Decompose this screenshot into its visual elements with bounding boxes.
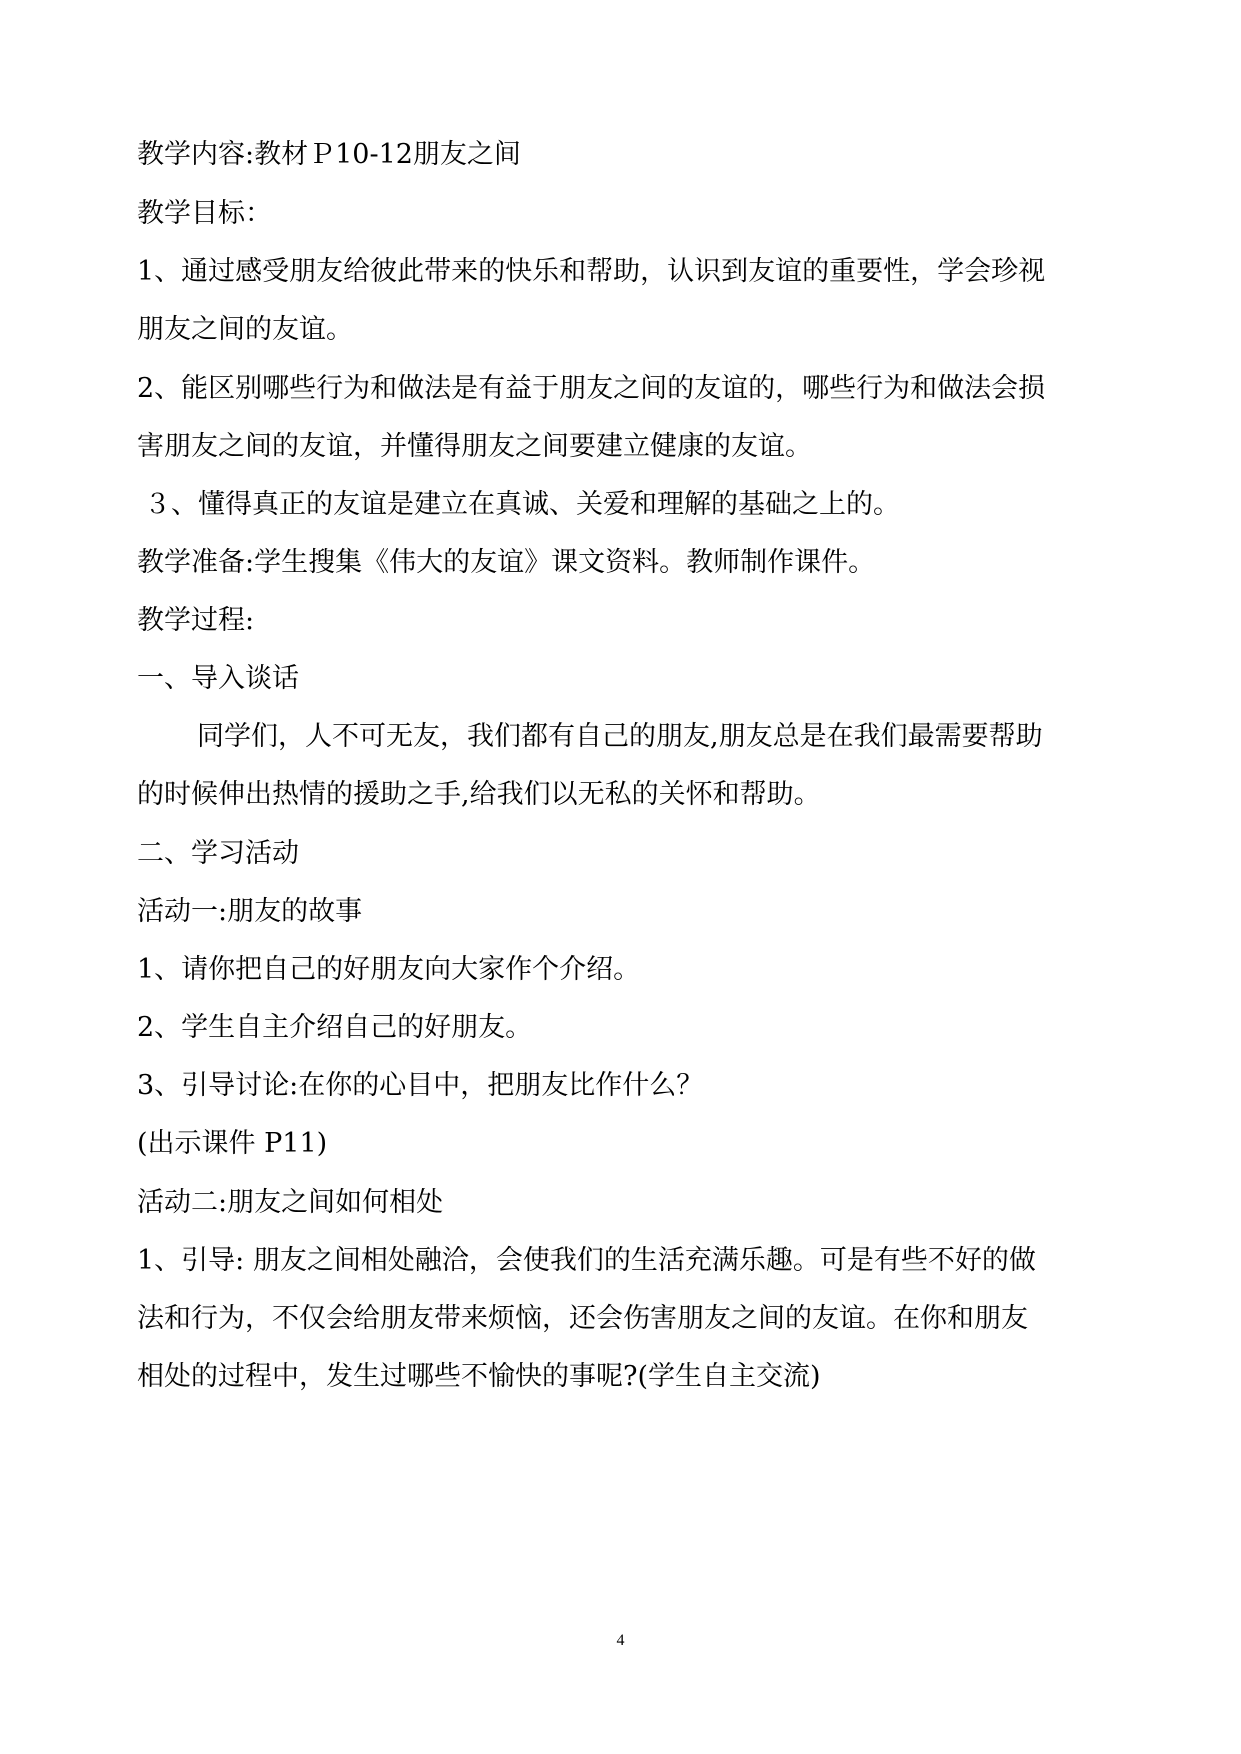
goal-1-line-2: 朋友之间的友谊。 <box>137 314 353 345</box>
page-number: 4 <box>616 1632 625 1649</box>
teaching-goals-heading: 教学目标： <box>137 198 272 229</box>
activity-2-step-1-line-1: 1、引导: 朋友之间相处融洽，会使我们的生活充满乐趣。可是有些不好的做 <box>137 1245 1036 1276</box>
activity-1-heading: 活动一:朋友的故事 <box>137 896 363 927</box>
goal-3-line: ３、懂得真正的友谊是建立在真诚、关爱和理解的基础之上的。 <box>144 489 900 520</box>
activity-2-heading: 活动二:朋友之间如何相处 <box>137 1187 444 1218</box>
activity-2-step-1-line-3: 相处的过程中，发生过哪些不愉快的事呢?(学生自主交流) <box>137 1361 821 1392</box>
courseware-note: (出示课件 P11) <box>137 1128 328 1159</box>
teaching-content-line: 教学内容:教材Ｐ10-12朋友之间 <box>137 139 521 170</box>
intro-paragraph-line-2: 的时候伸出热情的援助之手,给我们以无私的关怀和帮助。 <box>137 779 821 810</box>
goal-2-line-1: 2、能区别哪些行为和做法是有益于朋友之间的友谊的，哪些行为和做法会损 <box>137 373 1046 404</box>
activity-1-step-2: 2、学生自主介绍自己的好朋友。 <box>137 1012 533 1043</box>
section-1-heading: 一、导入谈话 <box>137 663 299 694</box>
teaching-preparation-line: 教学准备:学生搜集《伟大的友谊》课文资料。教师制作课件。 <box>137 547 876 578</box>
activity-1-step-1: 1、请你把自己的好朋友向大家作个介绍。 <box>137 954 641 985</box>
intro-paragraph-line-1: 同学们，人不可无友，我们都有自己的朋友,朋友总是在我们最需要帮助 <box>197 721 1043 752</box>
goal-2-line-2: 害朋友之间的友谊，并懂得朋友之间要建立健康的友谊。 <box>137 431 812 462</box>
activity-2-step-1-line-2: 法和行为，不仅会给朋友带来烦恼，还会伤害朋友之间的友谊。在你和朋友 <box>137 1303 1028 1334</box>
activity-1-step-3: 3、引导讨论:在你的心目中，把朋友比作什么？ <box>137 1070 704 1101</box>
section-2-heading: 二、学习活动 <box>137 838 299 869</box>
teaching-process-heading: 教学过程: <box>137 605 255 636</box>
goal-1-line-1: 1、通过感受朋友给彼此带来的快乐和帮助，认识到友谊的重要性，学会珍视 <box>137 256 1046 287</box>
